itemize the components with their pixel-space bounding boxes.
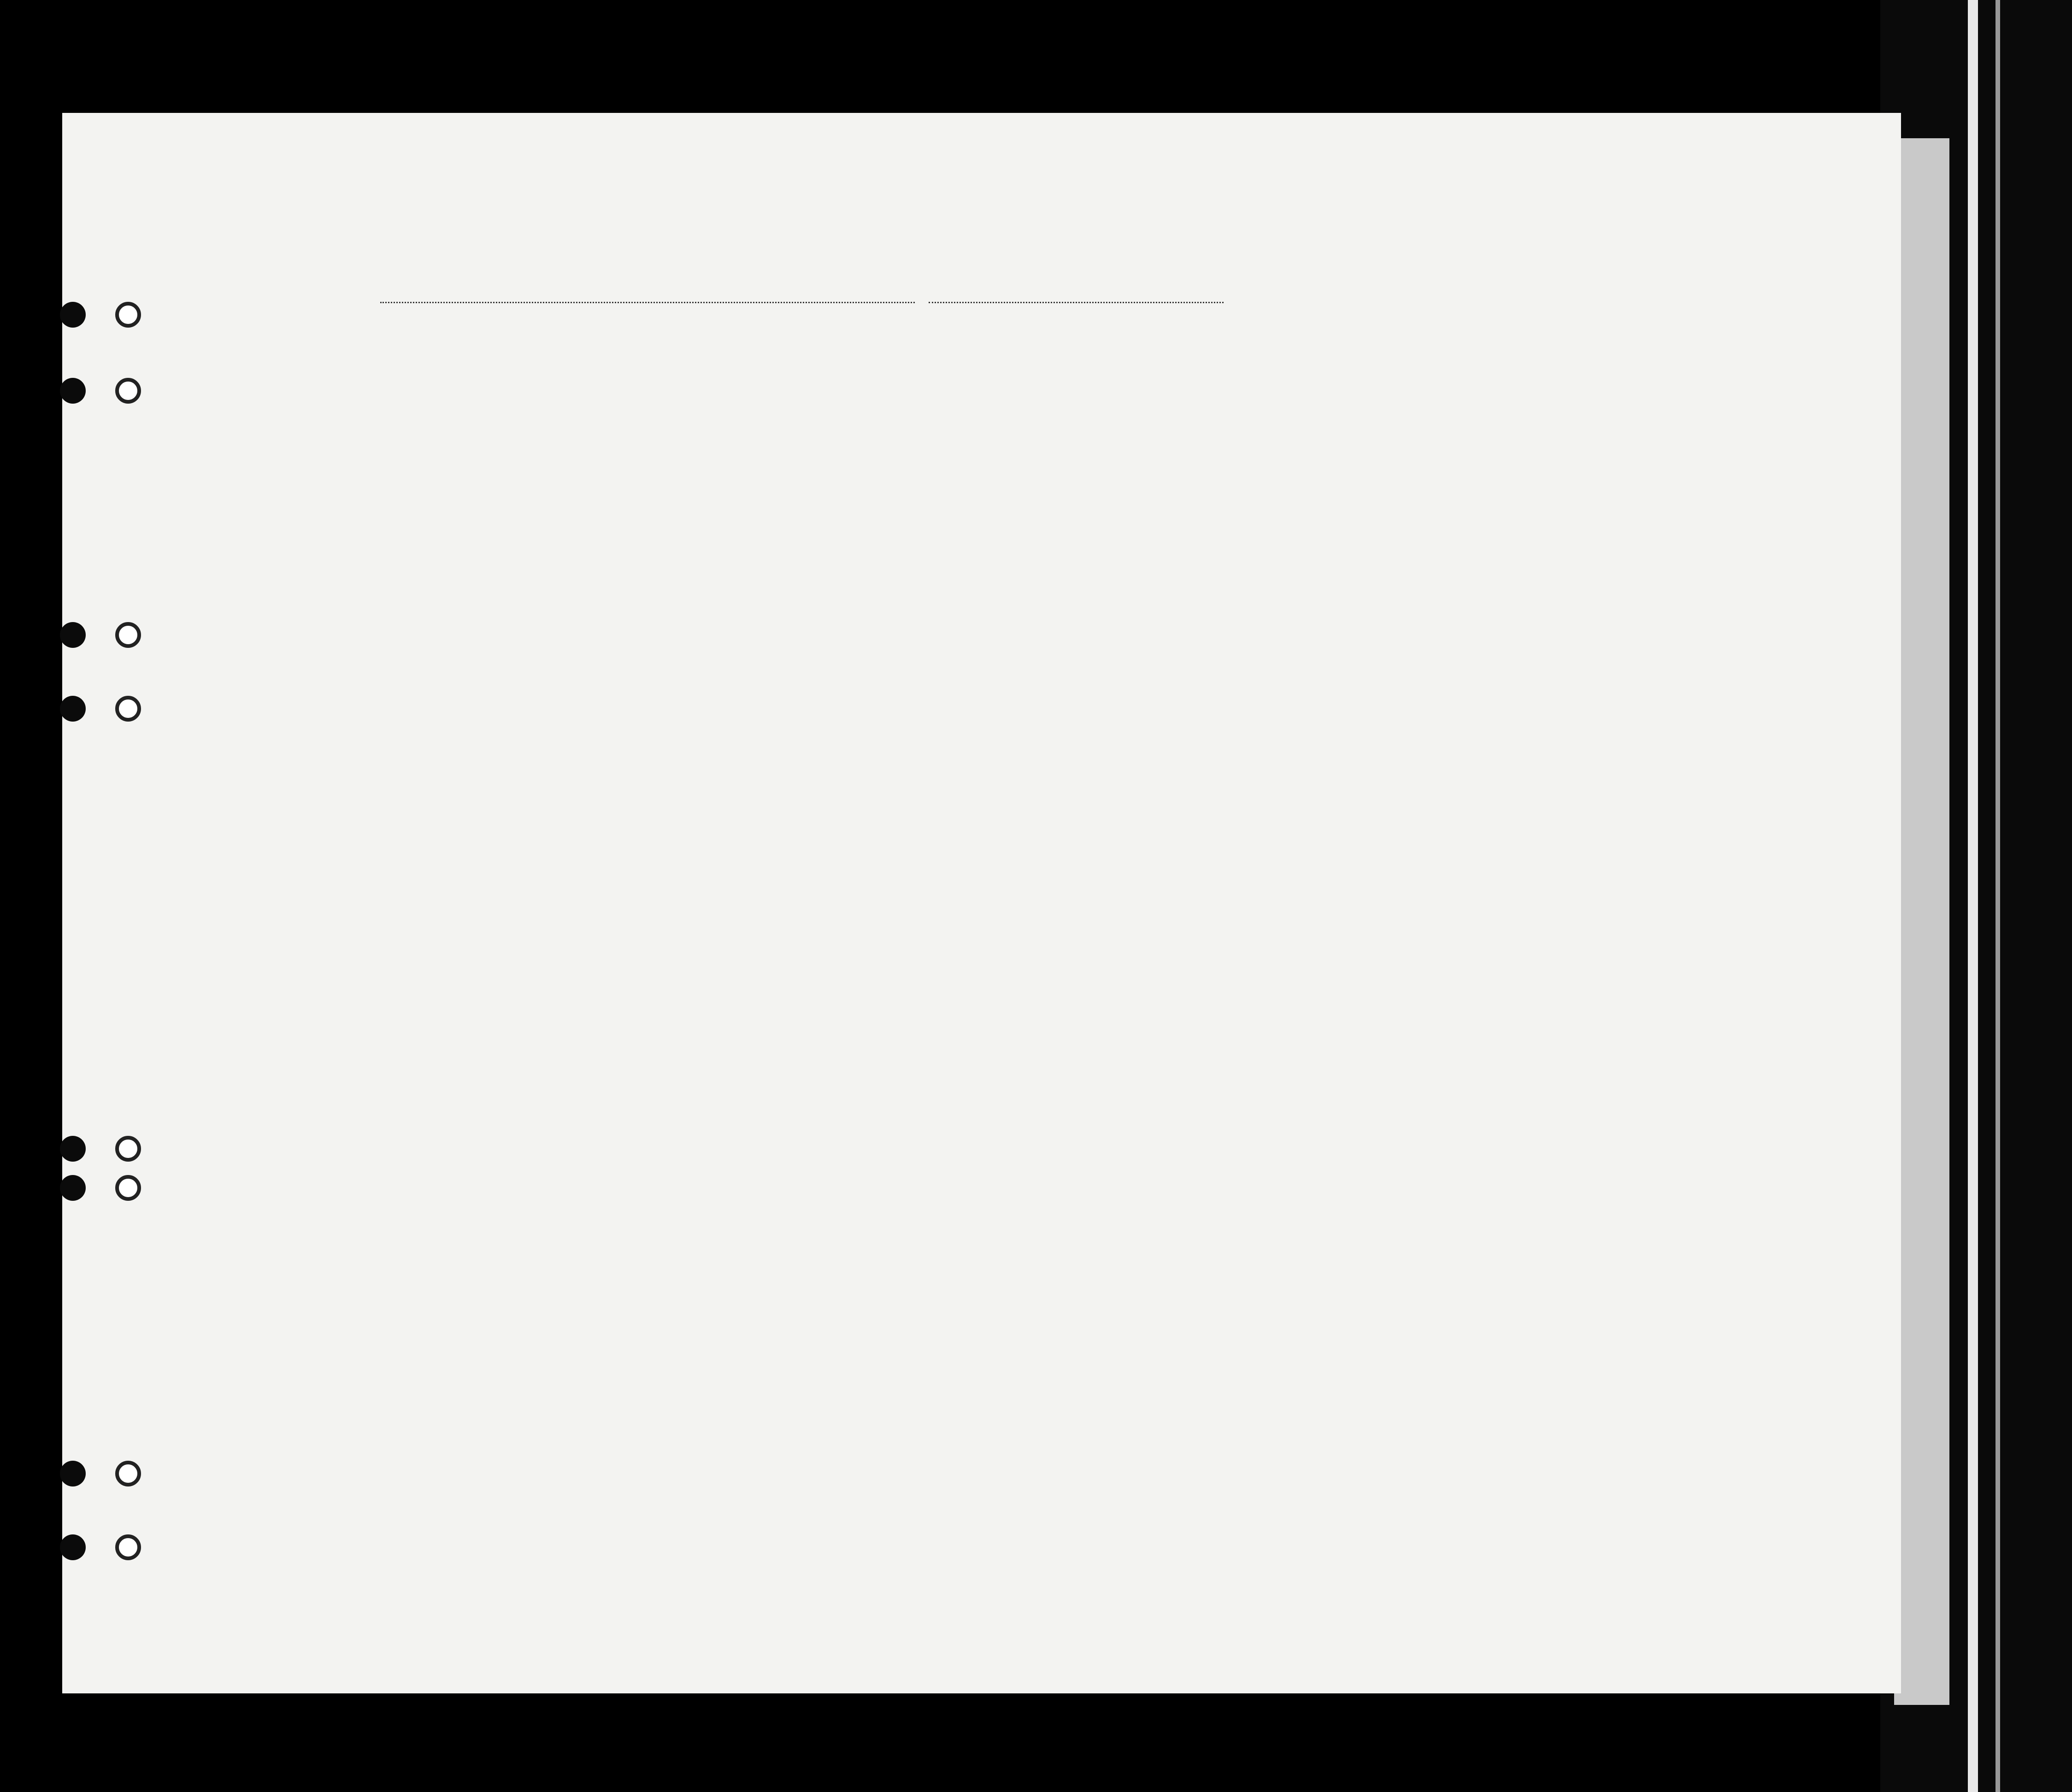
punch-hole bbox=[60, 1534, 86, 1560]
header-length-of-stay bbox=[1198, 389, 1226, 477]
header-prison bbox=[1263, 362, 1295, 477]
header-feet bbox=[1634, 440, 1652, 477]
punch-hole bbox=[60, 1136, 86, 1162]
header-citizen-intent bbox=[1228, 389, 1256, 477]
punch-hole-ring bbox=[115, 1175, 141, 1201]
manifest-sheet bbox=[62, 113, 1901, 1693]
header-overthrow bbox=[1353, 362, 1417, 477]
header-money bbox=[714, 362, 735, 477]
header-polygamist bbox=[1301, 362, 1322, 477]
punch-hole-ring bbox=[115, 1534, 141, 1560]
punch-hole-ring bbox=[115, 622, 141, 648]
punch-hole bbox=[60, 622, 86, 648]
header-anarchist bbox=[1327, 362, 1348, 477]
punch-hole-ring bbox=[115, 378, 141, 404]
header-arrested bbox=[1484, 362, 1505, 477]
punch-hole bbox=[60, 1461, 86, 1486]
punch-hole bbox=[60, 1175, 86, 1201]
film-stripe bbox=[1968, 0, 1978, 1792]
punch-hole-ring bbox=[115, 1461, 141, 1486]
header-return-intent bbox=[1168, 389, 1196, 477]
punch-hole-ring bbox=[115, 302, 141, 328]
header-inches bbox=[1653, 440, 1672, 477]
punch-hole bbox=[60, 378, 86, 404]
header-excluded bbox=[1461, 362, 1482, 477]
punch-hole-ring bbox=[115, 696, 141, 722]
film-stripe bbox=[1995, 0, 2000, 1792]
header-labor-offer bbox=[1422, 362, 1459, 477]
punch-hole bbox=[60, 302, 86, 328]
header-ticket bbox=[604, 362, 627, 477]
punch-hole bbox=[60, 696, 86, 722]
punch-hole-ring bbox=[115, 1136, 141, 1162]
manifest-grid bbox=[62, 113, 1901, 1693]
underlying-page bbox=[1894, 138, 1949, 1705]
